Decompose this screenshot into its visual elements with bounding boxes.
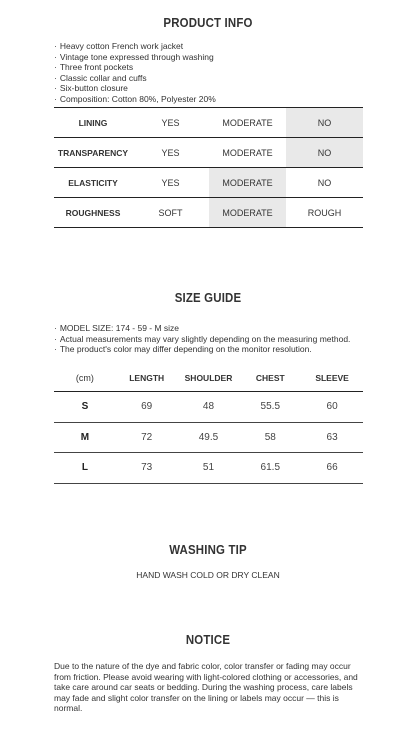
note-item: · MODEL SIZE: 174 - 59 - M size <box>54 323 350 334</box>
attribute-option: YES <box>161 147 180 158</box>
washing-tip-text: HAND WASH COLD OR DRY CLEAN <box>136 570 280 580</box>
table-cell: 49.5 <box>198 431 219 443</box>
table-cell: 63 <box>326 431 338 443</box>
size-label: M <box>80 431 90 443</box>
table-cell: 69 <box>141 401 153 413</box>
attribute-option: SOFT <box>158 207 183 218</box>
column-header-unit: (cm) <box>75 372 94 383</box>
attribute-label: ROUGHNESS <box>65 207 121 218</box>
bullet-item: · Composition: Cotton 80%, Polyester 20% <box>54 94 216 105</box>
table-cell: 60 <box>326 401 338 413</box>
table-cell: 61.5 <box>260 462 281 474</box>
bullet-item: · Three front pockets <box>54 62 216 73</box>
attribute-option: YES <box>161 177 180 188</box>
table-cell: 66 <box>326 462 338 474</box>
table-cell: 48 <box>202 401 215 413</box>
size-table-header <box>54 364 363 392</box>
attribute-row-elasticity <box>54 168 363 198</box>
table-row <box>54 423 363 454</box>
column-header-length: LENGTH <box>129 372 165 383</box>
attribute-option: ROUGH <box>307 207 342 218</box>
attribute-option: NO <box>286 138 363 167</box>
attribute-label: LINING <box>78 117 108 128</box>
size-label: S <box>81 401 89 413</box>
attribute-option: NO <box>317 177 332 188</box>
table-cell: 55.5 <box>260 401 281 413</box>
attribute-option: MODERATE <box>209 168 286 197</box>
column-header-chest: CHEST <box>255 372 285 383</box>
washing-tip-title: WASHING TIP <box>169 542 247 557</box>
table-cell: 72 <box>141 431 153 443</box>
bullet-item: · Heavy cotton French work jacket <box>54 41 216 52</box>
note-item: · Actual measurements may vary slightly depending on the measuring method. <box>54 334 350 345</box>
attribute-option: MODERATE <box>222 147 273 158</box>
notice-text: Due to the nature of the dye and fabric color, color transfer or fading may occur from friction. Please avoid wearing with light-colored clothing or accessories, and take care around car seats or bedding. During the washing process, care labels may fade and slight color transfer on the lining or labels may occur — this is normal. <box>54 661 358 714</box>
table-row <box>54 392 363 423</box>
attribute-option: MODERATE <box>222 117 273 128</box>
notice-title: NOTICE <box>185 632 231 647</box>
bullet-item: · Six-button closure <box>54 83 216 94</box>
attribute-option: NO <box>286 108 363 137</box>
attribute-row-lining <box>54 108 363 138</box>
table-row <box>54 453 363 484</box>
product-attributes-table <box>54 107 363 228</box>
product-info-bullets <box>54 41 216 105</box>
attribute-label: ELASTICITY <box>68 177 118 188</box>
attribute-label: TRANSPARENCY <box>57 147 129 158</box>
bullet-item: · Classic collar and cuffs <box>54 73 216 84</box>
attribute-row-transparency <box>54 138 363 168</box>
note-item: · The product's color may differ depending on the monitor resolution. <box>54 344 350 355</box>
size-guide-title: SIZE GUIDE <box>174 290 242 305</box>
product-info-title: PRODUCT INFO <box>163 15 253 30</box>
attribute-option: MODERATE <box>209 198 286 227</box>
table-cell: 58 <box>264 431 276 443</box>
attribute-option: YES <box>161 117 180 128</box>
table-cell: 73 <box>141 462 153 474</box>
size-label: L <box>81 462 88 474</box>
size-table-body <box>54 392 363 484</box>
size-guide-notes <box>54 323 350 355</box>
table-cell: 51 <box>202 462 215 474</box>
column-header-sleeve: SLEEVE <box>315 372 349 383</box>
column-header-shoulder: SHOULDER <box>184 372 233 383</box>
bullet-item: · Vintage tone expressed through washing <box>54 52 216 63</box>
attribute-row-roughness <box>54 198 363 228</box>
